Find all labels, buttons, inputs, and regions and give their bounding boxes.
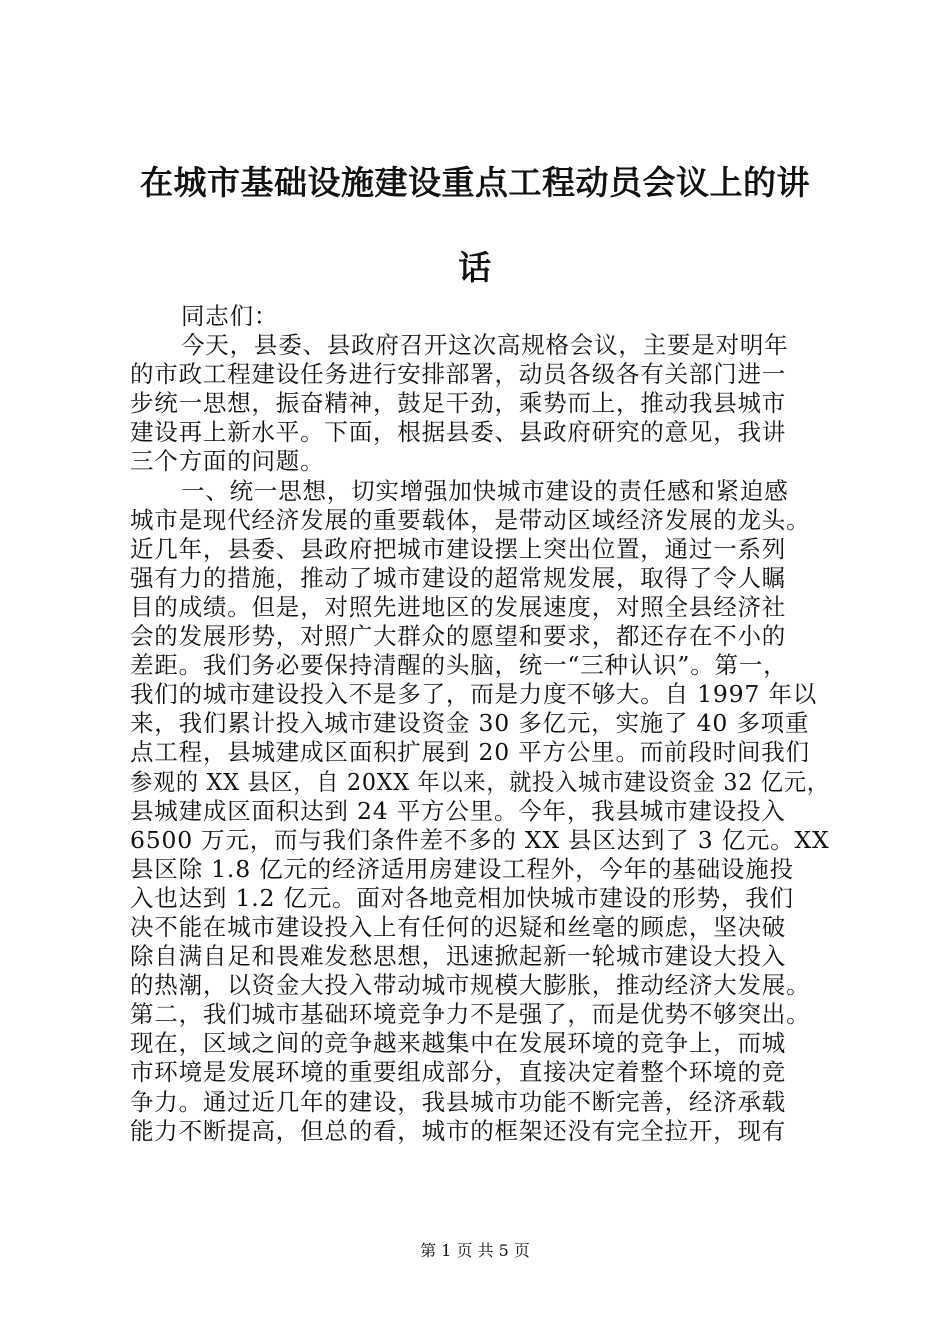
paragraph-line: 入也达到 1.2 亿元。面对各地竞相加快城市建设的形势，我们 [130,883,794,912]
paragraph-line: 来，我们累计投入城市建设资金 30 多亿元，实施了 40 多项重 [130,709,810,738]
paragraph-line: 县区除 1.8 亿元的经济适用房建设工程外，今年的基础设施投 [130,854,794,883]
page-footer: 第 1 页 共 5 页 [420,1241,530,1260]
paragraph-line: 参观的 XX 县区，自 20XX 年以来，就投入城市建设资金 32 亿元， [130,767,830,796]
paragraph-line: 三个方面的问题。 [130,447,325,476]
paragraph-line: 能力不断提高，但总的看，城市的框架还没有完全拉开，现有 [130,1116,787,1145]
paragraph-line: 今天，县委、县政府召开这次高规格会议，主要是对明年 [181,331,789,360]
document-title-line-1: 在城市基础设施建设重点工程动员会议上的讲 [140,163,810,202]
paragraph-line: 6500 万元，而与我们条件差不多的 XX 县区达到了 3 亿元。XX [130,825,830,854]
paragraph-line: 除自满自足和畏难发愁思想，迅速掀起新一轮城市建设大投入 [130,942,787,971]
paragraph-line: 强有力的措施，推动了城市建设的超常规发展，取得了令人瞩 [130,563,787,592]
paragraph-line: 市环境是发展环境的重要组成部分，直接决定着整个环境的竞 [130,1058,787,1087]
paragraph-line: 近几年，县委、县政府把城市建设摆上突出位置，通过一系列 [130,534,787,563]
paragraph-line: 的市政工程建设任务进行安排部署，动员各级各有关部门进一 [130,360,787,389]
paragraph-line: 的热潮，以资金大投入带动城市规模大膨胀，推动经济大发展。 [130,971,811,1000]
paragraph-line: 点工程，县城建成区面积扩展到 20 平方公里。而前段时间我们 [130,738,810,767]
paragraph-line: 我们的城市建设投入不是多了，而是力度不够大。自 1997 年以 [130,680,818,709]
paragraph-line: 同志们： [181,302,279,330]
paragraph-line: 步统一思想，振奋精神，鼓足干劲，乘势而上，推动我县城市 [130,389,787,418]
paragraph-line: 决不能在城市建设投入上有任何的迟疑和丝毫的顾虑，坚决破 [130,912,787,941]
paragraph-line: 一、统一思想，切实增强加快城市建设的责任感和紧迫感 [181,476,789,505]
paragraph-line: 差距。我们务必要保持清醒的头脑，统一“三种认识”。第一， [130,651,788,680]
paragraph-line: 现在，区域之间的竞争越来越集中在发展环境的竞争上，而城 [130,1029,787,1058]
document-body [130,302,830,1146]
paragraph-line: 城市是现代经济发展的重要载体，是带动区域经济发展的龙头。 [130,505,811,534]
paragraph-line: 目的成绩。但是，对照先进地区的发展速度，对照全县经济社 [130,592,787,621]
paragraph-line: 建设再上新水平。下面，根据县委、县政府研究的意见，我讲 [130,418,787,447]
paragraph-line: 第二，我们城市基础环境竞争力不是强了，而是优势不够突出。 [130,1000,811,1029]
paragraph-line: 会的发展形势，对照广大群众的愿望和要求，都还存在不小的 [130,622,787,651]
paragraph-line: 县城建成区面积达到 24 平方公里。今年，我县城市建设投入 [130,796,786,825]
paragraph-line: 争力。通过近几年的建设，我县城市功能不断完善，经济承载 [130,1087,787,1116]
document-title-line-2: 话 [458,248,492,287]
